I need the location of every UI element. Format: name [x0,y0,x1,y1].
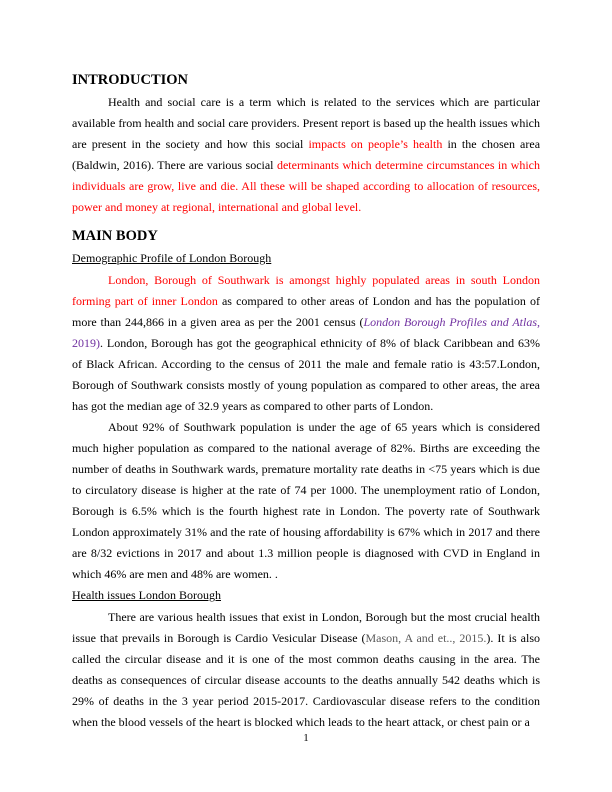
document-page [72,70,540,733]
demographic-paragraph-1 [72,270,540,417]
page-number: 1 [303,732,309,744]
demographic-paragraph-2: About 92% of Southwark population is under the age of 65 years which is considered much higher population as compared to the national average of 82%. Births are exceeding the number of deaths in Southwark wards, premature mortality rate deaths in <75 years which is due to circulatory disease is higher at the rate of 74 per 1000. The unemployment ratio of London, Borough is 6.5% which is the fourth highest rate in London. The poverty rate of Southwark London approximately 31% and the rate of housing affordability is 67% which in 2017 and there are 8/32 evictions in 2017 and about 1.3 million people is diagnosed with CVD in England in which 46% are men and 48% are women. . [72,420,540,581]
intro-text-2: in the chosen area (Baldwin, 2016). There are various social [72,137,541,172]
demo-highlight: London, Borough of Southwark is amongst highly populated areas in south London forming part of inner London [72,273,540,308]
intro-highlight-1: impacts on people’s health [308,137,443,151]
health-text-1: There are various health issues that exist in London, Borough but the most crucial health issue that prevails in Borough is Cardio Vesicular Disease ( [72,610,540,645]
health-issues-subheading: Health issues London Borough [72,588,221,602]
introduction-heading: INTRODUCTION [72,72,189,88]
health-issues-paragraph [72,607,540,733]
intro-text-1: Health and social care is a term which is related to the services which are particular available from health and social care providers. Present report is based up the health issues which are present in the society and how this social [72,95,540,151]
intro-highlight-2: determinants which determine circumstances in which individuals are grow, live and die. All these will be shaped according to allocation of resources, power and money at regional, international and global level. [72,158,540,214]
introduction-paragraph [72,92,540,218]
demo-citation-year: 2019) [72,336,100,350]
demo-citation: London Borough Profiles and Atlas, [363,315,540,329]
demographic-subheading: Demographic Profile of London Borough [72,251,272,265]
health-citation: Mason, A and et.., 2015. [365,631,487,645]
main-body-heading: MAIN BODY [72,228,158,244]
demo-text-2: . London, Borough has got the geographical ethnicity of 8% of black Caribbean and 63% of Black African. According to the census of 2011 the male and female ratio is 43:57.London, Borough of Southwark consists mostly of young population as compared to other areas, the area has got the median age of 32.9 years as compared to other parts of London. [72,336,540,413]
health-text-2: ). It is also called the circular disease and it is one of the most common deaths causing in the area. The deaths as consequences of circular disease accounts to the deaths annually 542 deaths which is 29% of deaths in the 3 year period 2015-2017. Cardiovascular disease refers to the condition when the blood vessels of the heart is blocked which leads to the heart attack, or chest pain or a [72,631,540,729]
demo-text-1: as compared to other areas of London and has the population of more than 244,866 in a given area as per the 2001 census ( [72,294,540,329]
